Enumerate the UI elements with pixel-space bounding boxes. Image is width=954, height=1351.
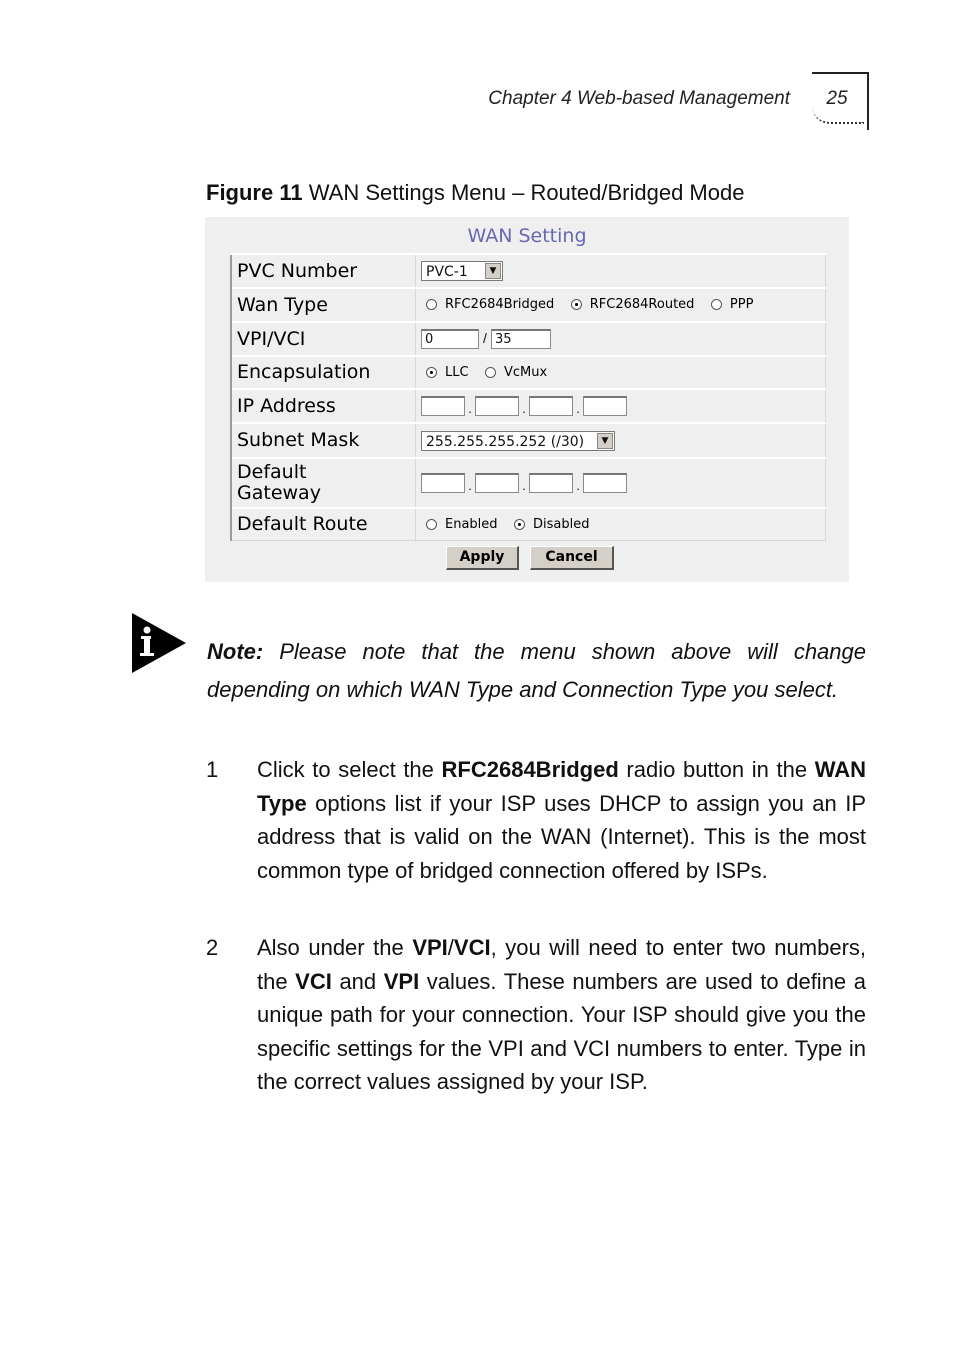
pvc-number-value: PVC-1 [426,264,468,280]
vpi-vci-separator: / [483,330,487,347]
row-default-route [231,508,826,540]
radio-rfc2684routed[interactable] [571,299,582,310]
pvc-number-select[interactable] [421,261,503,281]
info-arrow-icon [132,613,186,673]
radio-enabled[interactable] [426,519,437,530]
gateway-octet-2-input[interactable] [475,473,519,493]
chevron-down-icon[interactable]: ▼ [485,263,501,279]
radio-disabled[interactable] [514,519,525,530]
ppp-label: PPP [729,297,754,313]
apply-button[interactable]: Apply [446,546,519,570]
default-gateway-label: Default Gateway [231,458,416,508]
step-1 [206,753,866,887]
wan-setting-panel [205,217,849,582]
figure-caption [206,180,744,206]
cancel-button[interactable]: Cancel [530,546,614,570]
subnet-mask-label: Subnet Mask [231,423,416,458]
note-lead: Note: [207,639,264,664]
row-default-gateway: Default Gateway . . . [231,458,826,508]
gateway-octet-3-input[interactable] [529,473,573,493]
vpi-vci-label: VPI/VCI [231,322,416,356]
default-route-label: Default Route [231,508,416,540]
row-ip-address: IP Address . . . [231,389,826,423]
row-subnet-mask [231,423,826,458]
page-corner-dots [812,106,864,124]
running-head: Chapter 4 Web-based Management [488,88,790,109]
row-wan-type [231,288,826,322]
radio-ppp[interactable] [711,299,722,310]
ip-octet-3-input[interactable] [529,396,573,416]
wan-setting-title: WAN Setting [467,225,587,247]
ip-octet-4-input[interactable] [583,396,627,416]
gateway-octet-4-input[interactable] [583,473,627,493]
subnet-mask-select[interactable] [421,431,615,451]
step-2 [206,931,866,1099]
radio-rfc2684bridged[interactable] [426,299,437,310]
ip-octet-2-input[interactable] [475,396,519,416]
step-number: 1 [206,757,219,782]
step-body: Also under the VPI/VCI, you will need to enter two numbers, the VCI and VPI values. These numbers are used to define a unique path for your connection. Your ISP should give you the specific settings for the VPI and VCI numbers to enter. Type in the correct values assigned by your ISP. [257,935,867,1094]
subnet-mask-value: 255.255.255.252 (/30) [426,433,585,450]
figure-label: Figure 11 [206,180,303,205]
radio-vcmux[interactable] [485,367,496,378]
vcmux-label: VcMux [504,364,548,380]
pvc-number-label: PVC Number [231,254,416,288]
vci-input[interactable]: 35 [491,329,551,349]
page-number: 25 [826,88,848,109]
figure-caption-text: WAN Settings Menu – Routed/Bridged Mode [308,180,745,205]
note-text [207,633,866,709]
note-body: Please note that the menu shown above will change depending on which WAN Type and Connection Type you select. [207,639,866,702]
radio-llc[interactable] [426,367,437,378]
disabled-label: Disabled [533,516,590,532]
row-vpi-vci [231,322,826,356]
row-pvc-number [231,254,826,288]
gateway-octet-1-input[interactable] [421,473,465,493]
wan-setting-table [230,253,826,541]
step-number: 2 [206,935,219,960]
enabled-label: Enabled [445,516,498,532]
step-body: Click to select the RFC2684Bridged radio button in the WAN Type options list if your ISP uses DHCP to assign you an IP address that is valid on the WAN (Internet). This is the most common type of bridged connection offered by ISPs. [257,757,867,883]
row-encapsulation [231,356,826,389]
wan-type-label: Wan Type [231,288,416,322]
llc-label: LLC [445,364,469,380]
rfc2684bridged-label: RFC2684Bridged [445,297,555,313]
chevron-down-icon[interactable]: ▼ [597,433,613,449]
rfc2684routed-label: RFC2684Routed [589,297,695,313]
encapsulation-label: Encapsulation [231,356,416,389]
ip-octet-1-input[interactable] [421,396,465,416]
vpi-input[interactable]: 0 [421,329,479,349]
ip-address-label: IP Address [231,389,416,423]
